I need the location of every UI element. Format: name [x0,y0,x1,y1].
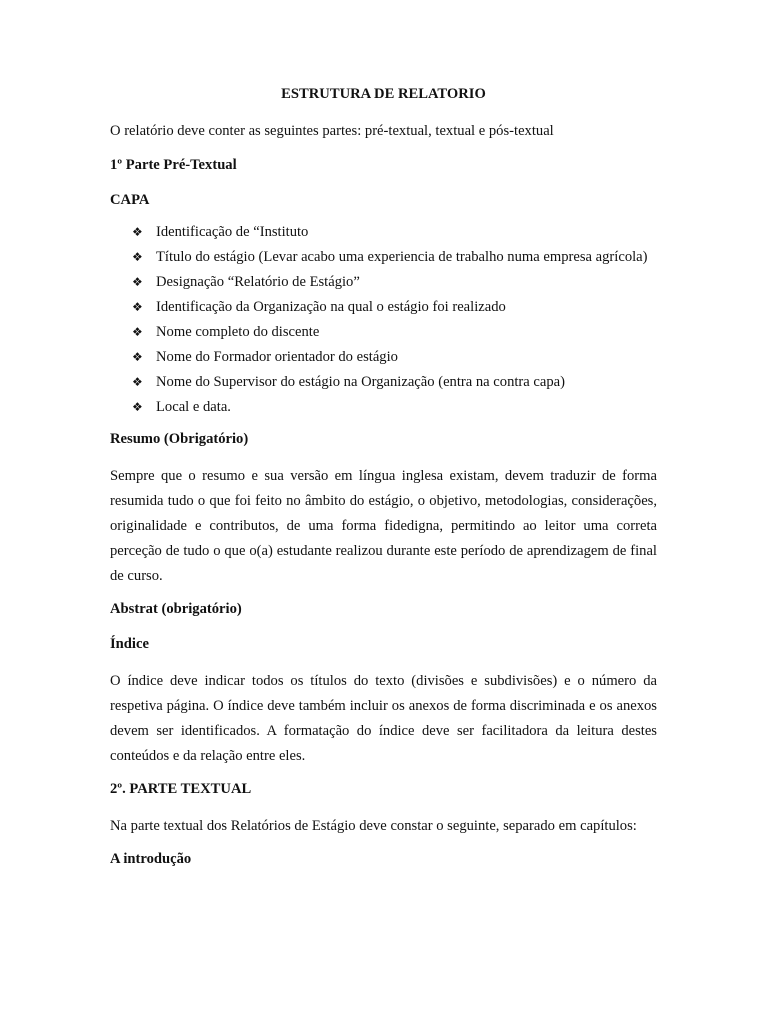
part2-paragraph: Na parte textual dos Relatórios de Estágio deve constar o seguinte, separado em capítulos: [110,818,637,834]
capa-list [110,220,657,420]
list-item-text: Nome completo do discente [156,324,320,340]
list-item [132,270,657,295]
diamond-bullet-icon: ❖ [132,300,143,314]
list-item [132,370,657,395]
intro-paragraph: O relatório deve conter as seguintes partes: pré-textual, textual e pós-textual [110,123,554,139]
diamond-bullet-icon: ❖ [132,275,143,289]
abstract-heading: Abstrat (obrigatório) [110,601,242,617]
diamond-bullet-icon: ❖ [132,325,143,339]
list-item [132,220,657,245]
document-content [110,84,657,884]
part2-heading: 2º. PARTE TEXTUAL [110,781,252,797]
list-item-text: Local e data. [156,399,231,415]
indice-heading: Índice [110,636,149,652]
resumo-paragraph: Sempre que o resumo e sua versão em língua inglesa existam, devem traduzir de forma resumida tudo o que foi feito no âmbito do estágio, o objetivo, metodologias, considerações, originalidade e contributos, de uma forma fidedigna, permitindo ao leitor uma correta perceção de tudo o que o(a) estudante realizou durante este período de aprendizagem de final de curso. [110,468,657,584]
document-title: ESTRUTURA DE RELATORIO [281,86,486,102]
list-item [132,295,657,320]
part1-heading: 1º Parte Pré-Textual [110,157,237,173]
list-item [132,245,657,270]
diamond-bullet-icon: ❖ [132,250,143,264]
diamond-bullet-icon: ❖ [132,225,143,239]
list-item [132,345,657,370]
diamond-bullet-icon: ❖ [132,350,143,364]
list-item [132,395,657,420]
indice-paragraph: O índice deve indicar todos os títulos do texto (divisões e subdivisões) e o número da respetiva página. O índice deve também incluir os anexos de forma discriminada e os anexos devem ser identificados. A formatação do índice deve ser facilitadora da leitura destes conteúdos e da relação entre eles. [110,673,657,764]
list-item-text: Designação “Relatório de Estágio” [156,274,360,290]
list-item [132,320,657,345]
diamond-bullet-icon: ❖ [132,375,143,389]
diamond-bullet-icon: ❖ [132,400,143,414]
introducao-heading: A introdução [110,851,192,867]
list-item-text: Nome do Supervisor do estágio na Organização (entra na contra capa) [156,374,566,390]
capa-heading: CAPA [110,192,150,208]
list-item-text: Título do estágio (Levar acabo uma experiencia de trabalho numa empresa agrícola) [156,249,648,265]
list-item-text: Nome do Formador orientador do estágio [156,349,398,365]
resumo-heading: Resumo (Obrigatório) [110,431,249,447]
list-item-text: Identificação da Organização na qual o estágio foi realizado [156,299,506,315]
list-item-text: Identificação de “Instituto [156,224,309,240]
